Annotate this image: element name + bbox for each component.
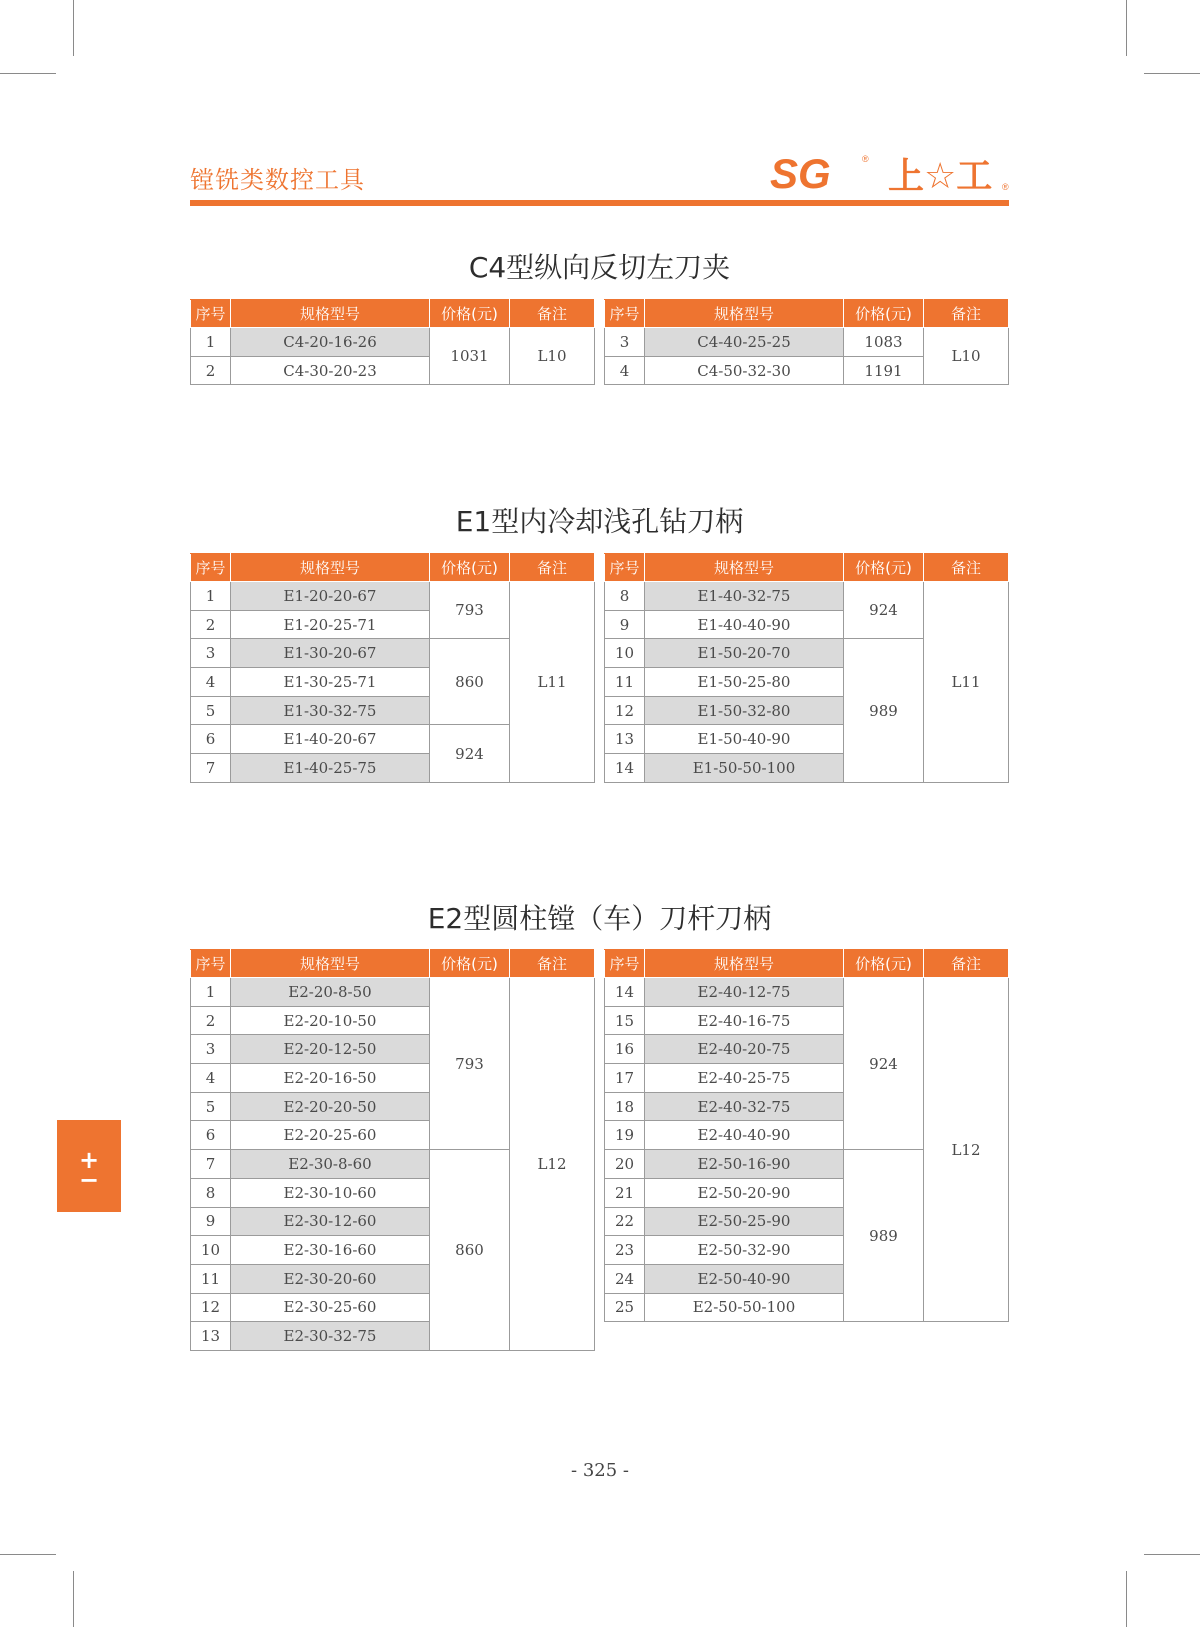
model-code: E2-30-32-75	[231, 1322, 430, 1351]
row-number: 3	[191, 639, 231, 668]
model-code: E2-30-20-60	[231, 1264, 430, 1293]
header-rule	[190, 200, 1009, 206]
model-code: E2-20-12-50	[231, 1035, 430, 1064]
header-note: 备注	[510, 300, 595, 328]
crop-mark	[1126, 1571, 1127, 1627]
header-note: 备注	[510, 950, 595, 978]
row-number: 17	[605, 1064, 645, 1093]
model-code: E1-20-25-71	[231, 610, 430, 639]
note-cell: L10	[924, 328, 1009, 385]
model-code: E1-30-32-75	[231, 696, 430, 725]
table-header-row	[605, 554, 1009, 582]
table-row	[191, 978, 595, 1007]
model-code: E2-30-16-60	[231, 1236, 430, 1265]
price-table	[190, 553, 595, 783]
logo-chinese-name: 上☆工	[888, 156, 993, 197]
price-cell: 860	[430, 1150, 510, 1351]
header-price: 价格(元)	[430, 300, 510, 328]
table-header-row	[605, 950, 1009, 978]
header-model: 规格型号	[231, 554, 430, 582]
row-number: 2	[191, 356, 231, 385]
row-number: 5	[191, 1092, 231, 1121]
model-code: E1-30-25-71	[231, 668, 430, 697]
model-code: E2-20-16-50	[231, 1064, 430, 1093]
header-note: 备注	[510, 554, 595, 582]
row-number: 4	[605, 356, 645, 385]
crop-mark	[73, 0, 74, 56]
note-cell: L11	[924, 582, 1009, 783]
note-cell: L11	[510, 582, 595, 783]
table-header-row	[605, 300, 1009, 328]
price-cell: 793	[430, 582, 510, 639]
section-title: E2型圆柱镗（车）刀杆刀柄	[427, 902, 772, 935]
row-number: 11	[605, 668, 645, 697]
price-table	[604, 299, 1009, 385]
model-code: E1-40-25-75	[231, 754, 430, 783]
row-number: 7	[191, 1150, 231, 1179]
price-cell: 989	[844, 639, 924, 782]
header-no: 序号	[605, 300, 645, 328]
model-code: E1-40-32-75	[645, 582, 844, 611]
row-number: 16	[605, 1035, 645, 1064]
model-code: C4-30-20-23	[231, 356, 430, 385]
model-code: C4-50-32-30	[645, 356, 844, 385]
row-number: 13	[605, 725, 645, 754]
model-code: E2-40-32-75	[645, 1092, 844, 1121]
price-cell: 924	[430, 725, 510, 782]
header-model: 规格型号	[645, 554, 844, 582]
model-code: E2-40-40-90	[645, 1121, 844, 1150]
header-note: 备注	[924, 950, 1009, 978]
row-number: 4	[191, 668, 231, 697]
model-code: E2-40-12-75	[645, 978, 844, 1007]
row-number: 14	[605, 978, 645, 1007]
model-code: E2-40-25-75	[645, 1064, 844, 1093]
header-price: 价格(元)	[430, 950, 510, 978]
price-cell: 860	[430, 639, 510, 725]
note-cell: L10	[510, 328, 595, 385]
row-number: 15	[605, 1006, 645, 1035]
model-code: E2-30-12-60	[231, 1207, 430, 1236]
crop-mark	[0, 73, 56, 74]
row-number: 9	[191, 1207, 231, 1236]
model-code: E1-40-20-67	[231, 725, 430, 754]
price-cell: 989	[844, 1150, 924, 1322]
row-number: 2	[191, 1006, 231, 1035]
model-code: E2-30-8-60	[231, 1150, 430, 1179]
model-code: E1-50-20-70	[645, 639, 844, 668]
row-number: 4	[191, 1064, 231, 1093]
table-row	[191, 582, 595, 611]
row-number: 5	[191, 696, 231, 725]
row-number: 23	[605, 1236, 645, 1265]
price-table	[604, 553, 1009, 783]
brand-logo	[770, 148, 1015, 198]
note-cell: L12	[510, 978, 595, 1351]
row-number: 1	[191, 582, 231, 611]
price-table	[190, 299, 595, 385]
row-number: 3	[605, 328, 645, 357]
row-number: 10	[191, 1236, 231, 1265]
crop-mark	[1126, 0, 1127, 56]
price-cell: 1031	[430, 328, 510, 385]
model-code: E1-30-20-67	[231, 639, 430, 668]
model-code: E1-50-50-100	[645, 754, 844, 783]
header-title: 镗铣类数控工具	[190, 166, 365, 194]
model-code: E2-50-40-90	[645, 1264, 844, 1293]
header-model: 规格型号	[231, 300, 430, 328]
model-code: E1-50-25-80	[645, 668, 844, 697]
header-price: 价格(元)	[844, 950, 924, 978]
row-number: 7	[191, 754, 231, 783]
row-number: 8	[605, 582, 645, 611]
header-no: 序号	[605, 554, 645, 582]
side-tab	[57, 1120, 121, 1212]
logo-reg-mark-2: ®	[1002, 182, 1009, 192]
note-cell: L12	[924, 978, 1009, 1322]
model-code: E2-30-10-60	[231, 1178, 430, 1207]
row-number: 2	[191, 610, 231, 639]
crop-mark	[1144, 73, 1200, 74]
model-code: E1-20-20-67	[231, 582, 430, 611]
crop-mark	[73, 1571, 74, 1627]
table-row	[191, 328, 595, 357]
header-model: 规格型号	[645, 950, 844, 978]
row-number: 19	[605, 1121, 645, 1150]
header-price: 价格(元)	[844, 554, 924, 582]
header-model: 规格型号	[645, 300, 844, 328]
model-code: E1-50-32-80	[645, 696, 844, 725]
row-number: 8	[191, 1178, 231, 1207]
table-row	[605, 582, 1009, 611]
model-code: E2-40-16-75	[645, 1006, 844, 1035]
row-number: 13	[191, 1322, 231, 1351]
model-code: E2-40-20-75	[645, 1035, 844, 1064]
header-note: 备注	[924, 554, 1009, 582]
model-code: E2-50-32-90	[645, 1236, 844, 1265]
row-number: 18	[605, 1092, 645, 1121]
logo-brand: SG	[770, 150, 831, 197]
price-cell: 924	[844, 978, 924, 1150]
model-code: E2-20-25-60	[231, 1121, 430, 1150]
page-number: - 325 -	[571, 1460, 629, 1481]
row-number: 24	[605, 1264, 645, 1293]
header-price: 价格(元)	[430, 554, 510, 582]
row-number: 20	[605, 1150, 645, 1179]
model-code: E2-50-25-90	[645, 1207, 844, 1236]
row-number: 1	[191, 328, 231, 357]
row-number: 11	[191, 1264, 231, 1293]
price-cell: 793	[430, 978, 510, 1150]
header-price: 价格(元)	[844, 300, 924, 328]
model-code: E2-20-20-50	[231, 1092, 430, 1121]
header-no: 序号	[605, 950, 645, 978]
row-number: 21	[605, 1178, 645, 1207]
model-code: C4-40-25-25	[645, 328, 844, 357]
row-number: 10	[605, 639, 645, 668]
header-model: 规格型号	[231, 950, 430, 978]
model-code: E1-40-40-90	[645, 610, 844, 639]
price-cell: 1191	[844, 356, 924, 385]
row-number: 12	[191, 1293, 231, 1322]
row-number: 12	[605, 696, 645, 725]
row-number: 3	[191, 1035, 231, 1064]
table-header-row	[191, 554, 595, 582]
price-table	[190, 949, 595, 1351]
model-code: E2-20-10-50	[231, 1006, 430, 1035]
row-number: 6	[191, 725, 231, 754]
crop-mark	[1144, 1554, 1200, 1555]
row-number: 6	[191, 1121, 231, 1150]
price-cell: 1083	[844, 328, 924, 357]
model-code: E2-30-25-60	[231, 1293, 430, 1322]
section-title: E1型内冷却浅孔钻刀柄	[455, 505, 744, 538]
price-table	[604, 949, 1009, 1322]
logo-reg-mark: ®	[862, 154, 869, 164]
model-code: E1-50-40-90	[645, 725, 844, 754]
model-code: E2-50-50-100	[645, 1293, 844, 1322]
model-code: E2-20-8-50	[231, 978, 430, 1007]
row-number: 9	[605, 610, 645, 639]
table-row	[605, 978, 1009, 1007]
table-header-row	[191, 300, 595, 328]
price-cell: 924	[844, 582, 924, 639]
header-note: 备注	[924, 300, 1009, 328]
row-number: 14	[605, 754, 645, 783]
model-code: C4-20-16-26	[231, 328, 430, 357]
table-row	[605, 328, 1009, 357]
section-title: C4型纵向反切左刀夹	[468, 251, 731, 284]
table-header-row	[191, 950, 595, 978]
model-code: E2-50-20-90	[645, 1178, 844, 1207]
header-no: 序号	[191, 300, 231, 328]
row-number: 22	[605, 1207, 645, 1236]
crop-mark	[0, 1554, 56, 1555]
header-no: 序号	[191, 554, 231, 582]
row-number: 25	[605, 1293, 645, 1322]
row-number: 1	[191, 978, 231, 1007]
minus-icon: −	[78, 1166, 100, 1194]
plus-icon: +	[78, 1146, 100, 1174]
model-code: E2-50-16-90	[645, 1150, 844, 1179]
header-no: 序号	[191, 950, 231, 978]
